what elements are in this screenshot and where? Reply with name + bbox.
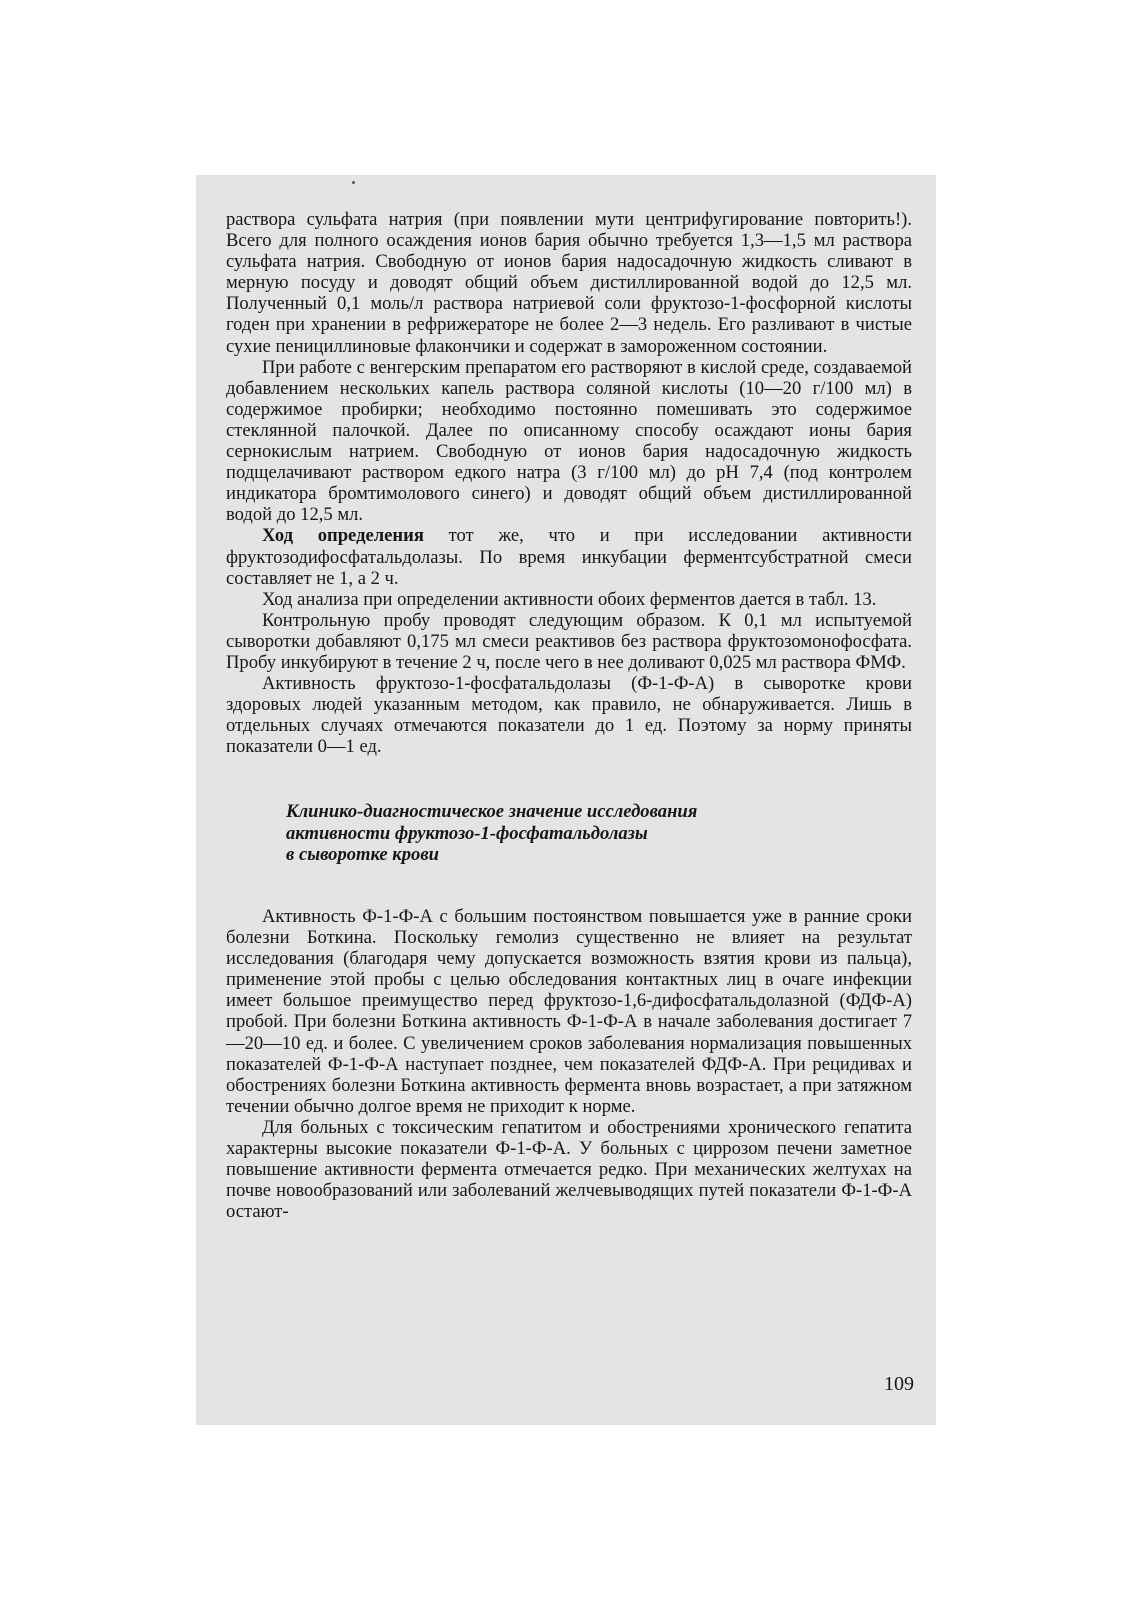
- run-in-heading: Ход определения: [262, 525, 424, 547]
- paragraph-continuation: раствора сульфата натрия (при появлении мути центрифугирование повторить!). Всего для полного осаждения ионов бария обычно требуется 1,3—1,5 мл раствора сульфата натрия. Свободную от ионов бария надосадочную жидкость сливают в мерную посуду и доводят общий объем дистиллированной водой до 12,5 мл. Полученный 0,1 моль/л раствора натриевой соли фруктозо-1-фосфорной кислоты годен при хранении в рефрижераторе не более 2—3 недель. Его разливают в чистые сухие пенициллиновые флакончики и содержат в замороженном состоянии.: [226, 209, 912, 357]
- section-heading-line-1: Клинико-диагностическое значение исследования: [286, 801, 698, 823]
- paragraph-procedure-text: тот же, что и при исследовании активности фруктозодифосфатальдолазы. По время инкубации ферментсубстратной смеси составляет не 1, а 2 ч.: [226, 525, 913, 589]
- scanned-page: [196, 175, 936, 1425]
- paragraph-table-reference: Ход анализа при определении активности обоих ферментов дается в табл. 13.: [262, 588, 877, 610]
- section-heading-line-2: активности фруктозо-1-фосфатальдолазы: [286, 822, 648, 844]
- paragraph-botkin-disease: Активность Ф-1-Ф-А с большим постоянством повышается уже в ранние сроки болезни Боткина. Поскольку гемолиз существенно не влияет на результат исследования (благодаря чему допускается возможность взятия крови из пальца), применение этой пробы с целью обследования контактных лиц в очаге инфекции имеет большое преимущество перед фруктозо-1,6-дифосфатальдолазной (ФДФ-А) пробой. При болезни Боткина активность Ф-1-Ф-А в начале заболевания достигает 7—20—10 ед. и более. С увеличением сроков заболевания нормализация повышенных показателей Ф-1-Ф-А наступает позднее, чем показателей ФДФ-А. При рецидивах и обострениях болезни Боткина активность фермента вновь возрастает, а при затяжном течении обычно долгое время не приходит к норме.: [226, 905, 912, 1117]
- section-heading: [286, 801, 912, 866]
- page-number: 109: [884, 1373, 914, 1395]
- paragraph-control-sample: Контрольную пробу проводят следующим образом. К 0,1 мл испытуемой сыворотки добавляют 0,175 мл смеси реактивов без раствора фруктозомонофосфата. Пробу инкубируют в течение 2 ч, после чего в нее доливают 0,025 мл раствора ФМФ.: [226, 609, 912, 673]
- paragraph-toxic-hepatitis: Для больных с токсическим гепатитом и обострениями хронического гепатита характерны высокие показатели Ф-1-Ф-А. У больных с циррозом печени заметное повышение активности фермента отмечается редко. При механических желтухах на почве новообразований или заболеваний желчевыводящих путей показатели Ф-1-Ф-А остают-: [226, 1116, 912, 1223]
- section-heading-line-3: в сыворотке крови: [286, 844, 439, 866]
- paragraph-hungarian-preparation: При работе с венгерским препаратом его растворяют в кислой среде, создаваемой добавлением нескольких капель раствора соляной кислоты (10—20 г/100 мл) в содержимое пробирки; необходимо постоянно помешивать это содержимое стеклянной палочкой. Далее по описанному способу осаждают ионы бария сернокислым натрием. Свободную от ионов бария надосадочную жидкость подщелачивают раствором едкого натра (3 г/100 мл) до pH 7,4 (под контролем индикатора бромтимолового синего) и доводят общий объем дистиллированной водой до 12,5 мл.: [226, 356, 912, 526]
- paragraph-procedure: [226, 525, 912, 588]
- scan-speck: [352, 181, 355, 184]
- paragraph-norm: Активность фруктозо-1-фосфатальдолазы (Ф-1-Ф-А) в сыворотке крови здоровых людей указанным методом, как правило, не обнаруживается. Лишь в отдельных случаях отмечаются показатели до 1 ед. Поэтому за норму приняты показатели 0—1 ед.: [226, 673, 912, 758]
- body-text: [226, 209, 912, 1222]
